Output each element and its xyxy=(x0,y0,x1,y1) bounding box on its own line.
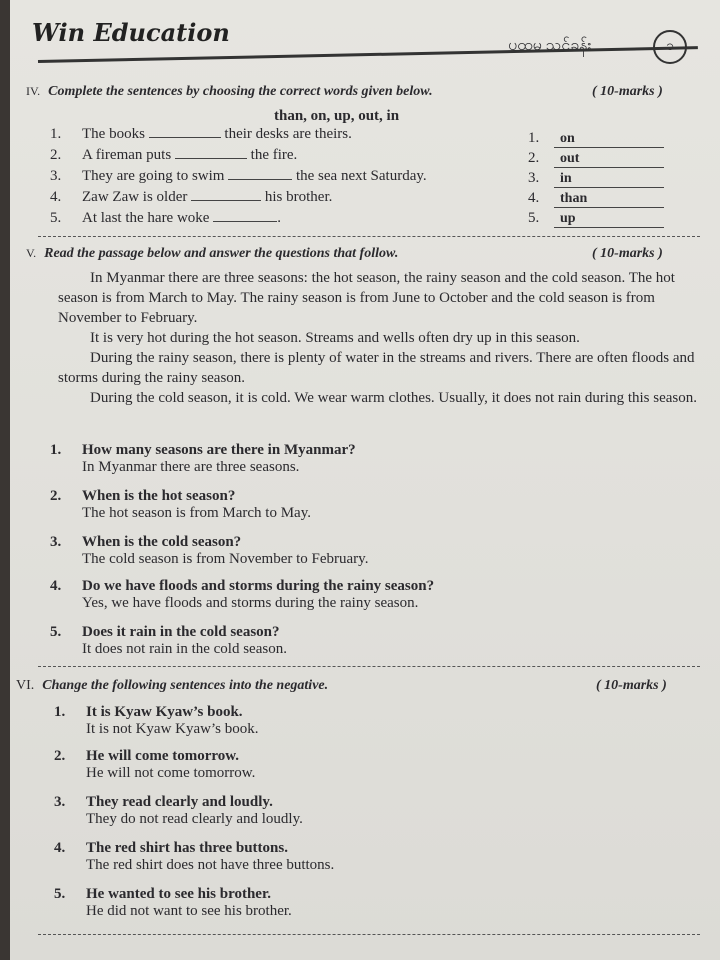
answer-1 xyxy=(528,130,664,148)
answer-number: 3. xyxy=(528,170,540,186)
question-text: He wanted to see his brother. xyxy=(86,886,271,902)
answer-text: He will not come tomorrow. xyxy=(86,765,256,781)
section-5-marks: ( 10-marks ) xyxy=(592,246,663,261)
qa-2 xyxy=(50,488,311,522)
fill-item-1 xyxy=(50,126,352,143)
answer-3 xyxy=(528,170,664,188)
header-rule xyxy=(38,46,698,63)
question-text: They read clearly and loudly. xyxy=(86,794,273,810)
item-text: Zaw Zaw is older xyxy=(82,189,188,205)
section-divider xyxy=(38,236,700,237)
answer-value: on xyxy=(554,131,664,148)
brand-logo: Win Education xyxy=(32,18,230,47)
item-text: the fire. xyxy=(250,147,298,163)
page-number: ၁ xyxy=(653,30,687,64)
item-text: his brother. xyxy=(264,189,333,205)
answer-number: 4. xyxy=(528,190,540,206)
answer-number: 2. xyxy=(528,150,540,166)
question-text: He will come tomorrow. xyxy=(86,748,240,764)
question-text: Does it rain in the cold season? xyxy=(82,624,280,640)
answer-text: It does not rain in the cold season. xyxy=(82,641,287,657)
answer-text: He did not want to see his brother. xyxy=(86,903,292,919)
question-number: 2. xyxy=(50,488,62,504)
answer-text: Yes, we have floods and storms during the rainy season. xyxy=(82,595,419,611)
section-divider xyxy=(38,934,700,935)
item-text: . xyxy=(277,210,281,226)
section-6-title: Change the following sentences into the negative. xyxy=(42,678,329,693)
qa-1 xyxy=(50,442,356,476)
passage-paragraph: During the rainy season, there is plenty of water in the streams and rivers. There are often floods and storms during the rainy season. xyxy=(58,350,695,386)
answer-text: The hot season is from March to May. xyxy=(82,505,311,521)
section-divider xyxy=(38,666,700,667)
qa-3 xyxy=(50,534,368,568)
negative-item-4 xyxy=(54,840,334,874)
question-number: 3. xyxy=(54,794,66,810)
answer-value: up xyxy=(554,211,664,228)
item-text: At last the hare woke xyxy=(82,210,210,226)
section-6-marks: ( 10-marks ) xyxy=(596,678,667,693)
item-number: 5. xyxy=(50,210,62,226)
section-5-heading xyxy=(26,246,398,262)
blank xyxy=(213,221,277,222)
qa-5 xyxy=(50,624,287,658)
blank xyxy=(228,179,292,180)
answer-2 xyxy=(528,150,664,168)
fill-item-5 xyxy=(50,210,281,227)
section-5-title: Read the passage below and answer the questions that follow. xyxy=(44,246,399,261)
question-text: The red shirt has three buttons. xyxy=(86,840,288,856)
negative-item-2 xyxy=(54,748,255,782)
section-4-marks: ( 10-marks ) xyxy=(592,84,663,99)
answer-number: 1. xyxy=(528,130,540,146)
word-bank: than, on, up, out, in xyxy=(274,108,400,124)
item-text: the sea next Saturday. xyxy=(295,168,427,184)
question-text: When is the hot season? xyxy=(82,488,236,504)
question-number: 4. xyxy=(54,840,66,856)
answer-value: out xyxy=(554,151,664,168)
section-4-numeral: IV. xyxy=(26,84,41,98)
question-number: 3. xyxy=(50,534,62,550)
question-text: How many seasons are there in Myanmar? xyxy=(82,442,356,458)
item-number: 4. xyxy=(50,189,62,205)
question-number: 5. xyxy=(54,886,66,902)
blank xyxy=(175,158,247,159)
answer-text: The red shirt does not have three buttons. xyxy=(86,857,335,873)
fill-item-2 xyxy=(50,147,297,164)
qa-4 xyxy=(50,578,434,612)
blank xyxy=(149,137,221,138)
question-text: When is the cold season? xyxy=(82,534,242,550)
question-number: 4. xyxy=(50,578,62,594)
item-number: 2. xyxy=(50,147,62,163)
answer-text: It is not Kyaw Kyaw’s book. xyxy=(86,721,259,737)
passage-paragraph: In Myanmar there are three seasons: the hot season, the rainy season and the cold season. The hot season is from March to May. The rainy season is from June to October and the cold season is from November to February. xyxy=(58,270,675,326)
answer-value: in xyxy=(554,171,664,188)
passage xyxy=(58,268,698,408)
worksheet-page xyxy=(10,0,720,960)
answer-5 xyxy=(528,210,664,228)
negative-item-3 xyxy=(54,794,303,828)
negative-item-1 xyxy=(54,704,259,738)
section-5-numeral: V. xyxy=(26,246,37,260)
item-text: They are going to swim xyxy=(82,168,225,184)
question-number: 5. xyxy=(50,624,62,640)
fill-item-3 xyxy=(50,168,427,185)
passage-paragraph: It is very hot during the hot season. Streams and wells often dry up in this season. xyxy=(90,330,580,346)
passage-paragraph: During the cold season, it is cold. We wear warm clothes. Usually, it does not rain during this season. xyxy=(90,390,698,406)
item-text: A fireman puts xyxy=(82,147,172,163)
question-text: Do we have floods and storms during the rainy season? xyxy=(82,578,435,594)
answer-text: In Myanmar there are three seasons. xyxy=(82,459,300,475)
question-text: It is Kyaw Kyaw’s book. xyxy=(86,704,243,720)
subject-title: ပထမ သင်ခန်း xyxy=(508,37,592,54)
answer-value: than xyxy=(554,191,664,208)
fill-item-4 xyxy=(50,189,332,206)
section-6-heading xyxy=(16,678,328,694)
section-4-title: Complete the sentences by choosing the correct words given below. xyxy=(48,84,433,99)
blank xyxy=(191,200,261,201)
item-text: The books xyxy=(82,126,145,142)
section-4-heading xyxy=(26,84,433,100)
item-text: their desks are theirs. xyxy=(224,126,352,142)
item-number: 1. xyxy=(50,126,62,142)
section-6-numeral: VI. xyxy=(16,678,35,693)
negative-item-5 xyxy=(54,886,292,920)
item-number: 3. xyxy=(50,168,62,184)
answer-text: They do not read clearly and loudly. xyxy=(86,811,303,827)
answer-number: 5. xyxy=(528,210,540,226)
question-number: 1. xyxy=(50,442,62,458)
question-number: 1. xyxy=(54,704,66,720)
answer-text: The cold season is from November to February. xyxy=(82,551,369,567)
question-number: 2. xyxy=(54,748,66,764)
answer-4 xyxy=(528,190,664,208)
